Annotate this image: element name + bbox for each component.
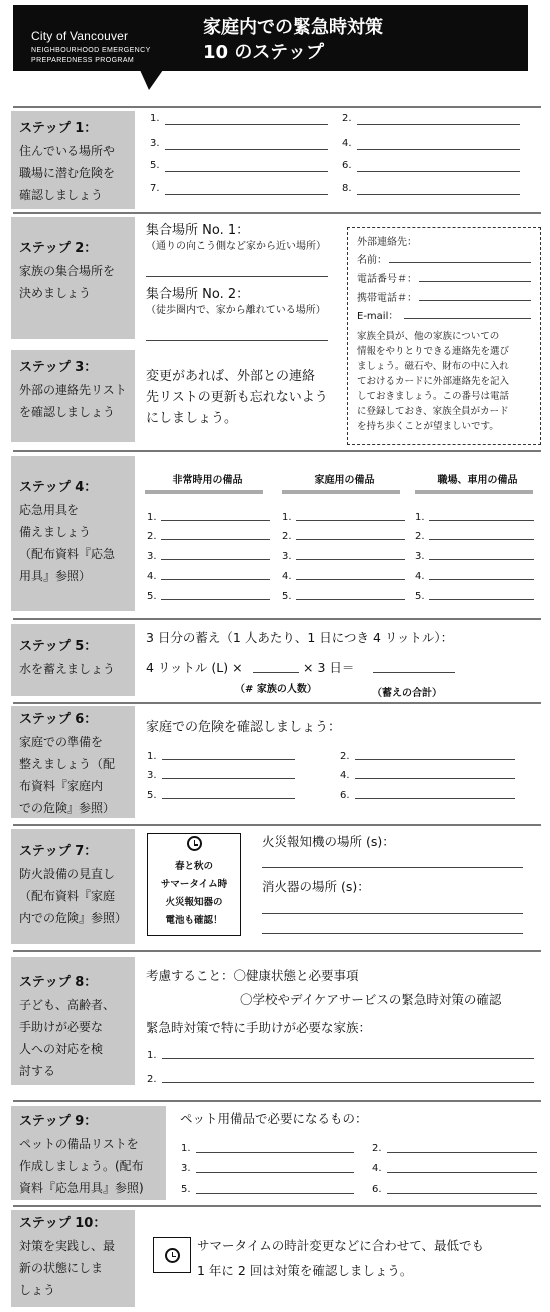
blank-line[interactable] <box>262 867 523 868</box>
column-header: 非常時用の備品 <box>172 475 243 486</box>
step-title: ステップ 3： <box>19 360 98 375</box>
step-desc: ペットの備品リストを <box>19 1137 139 1151</box>
water-rule: 3 日分の蓄え（1 人あたり、1 日につき 4 リットル）： <box>146 630 454 645</box>
blank-line[interactable] <box>162 1058 534 1059</box>
step-desc: 外部の連絡先リスト <box>19 383 127 397</box>
blank-line[interactable] <box>165 194 328 195</box>
blank-line[interactable] <box>355 798 515 799</box>
step-desc: （配布資料『応急 <box>19 547 116 561</box>
step-1-box <box>11 111 135 209</box>
header-bar <box>282 490 400 494</box>
field-num: 2. <box>342 113 352 124</box>
meeting-place-1: 集合場所 No. 1： <box>146 223 250 238</box>
step-desc: での危険』参照） <box>19 801 116 815</box>
step-desc: 整えましょう（配 <box>19 757 116 771</box>
blank-line[interactable] <box>296 599 405 600</box>
clock-icon <box>165 1248 180 1263</box>
speech-tail <box>140 70 163 90</box>
consider-line-2: 〇学校やデイケアサービスの緊急時対策の確認 <box>240 992 502 1007</box>
blank-line[interactable] <box>357 194 520 195</box>
step-7-box <box>11 829 135 944</box>
step-title: ステップ 4： <box>19 480 98 495</box>
blank-line[interactable] <box>419 300 531 301</box>
step-desc: 住んでいる場所や <box>19 144 116 158</box>
step-title: ステップ 10： <box>19 1216 107 1231</box>
blank-line[interactable] <box>165 149 328 150</box>
field-num: 5. <box>150 160 160 171</box>
blank-line[interactable] <box>161 539 270 540</box>
contact-email-label: E-mail： <box>357 311 399 322</box>
field-num: 2. <box>147 1074 157 1085</box>
step-title: ステップ 2： <box>19 241 98 256</box>
step-10-text-1: サマータイムの時計変更などに合わせて、最低でも <box>197 1238 485 1253</box>
step-desc: 子ども、高齢者、 <box>19 998 116 1012</box>
meeting-place-2-note: （徒歩圏内で、家から離れている場所） <box>146 305 326 316</box>
blank-line[interactable] <box>165 124 328 125</box>
step-4-box <box>11 456 135 611</box>
blank-line[interactable] <box>387 1193 537 1194</box>
step-title: ステップ 8： <box>19 975 98 990</box>
total-caption: （蓄えの合計） <box>372 688 442 699</box>
blank-line[interactable] <box>429 559 534 560</box>
meeting-place-2: 集合場所 No. 2： <box>146 287 250 302</box>
step-desc: 職場に潜む危険を <box>19 166 116 180</box>
family-count-caption: （# 家族の人数） <box>235 684 317 695</box>
blank-line[interactable] <box>357 171 520 172</box>
divider <box>13 702 541 704</box>
blank-line[interactable] <box>165 171 328 172</box>
blank-line[interactable] <box>196 1193 354 1194</box>
smoke-alarm-location-label: 火災報知機の場所 (s)： <box>262 834 395 849</box>
blank-line[interactable] <box>162 798 295 799</box>
blank-line[interactable] <box>161 599 270 600</box>
field-num: 6. <box>342 160 352 171</box>
step-desc: 作成しましょう。(配布 <box>19 1159 144 1173</box>
divider <box>13 1100 541 1102</box>
step-desc: 応急用具を <box>19 503 80 517</box>
step-desc: 手助けが必要な <box>19 1020 104 1034</box>
step-2-box <box>11 217 135 339</box>
clock-icon <box>187 836 202 851</box>
blank-line[interactable] <box>162 778 295 779</box>
blank-line[interactable] <box>429 599 534 600</box>
clock-box <box>153 1237 191 1273</box>
family-needs-label: 緊急時対策で特に手助けが必要な家族： <box>146 1020 372 1035</box>
divider <box>13 618 541 620</box>
step-9-text: ペット用備品で必要になるもの： <box>180 1111 368 1126</box>
step-6-text: 家庭での危険を確認しましょう： <box>146 720 342 735</box>
water-formula-b: × 3 日＝ <box>303 660 355 675</box>
step-10-text-2: 1 年に 2 回は対策を確認しましょう。 <box>197 1263 413 1278</box>
water-formula-a: 4 リットル (L) × <box>146 660 243 675</box>
blank-line[interactable] <box>162 1082 534 1083</box>
consider-line-1: 考慮すること：〇健康状態と必要事項 <box>146 968 359 983</box>
blank-line[interactable] <box>196 1152 354 1153</box>
blank-line[interactable] <box>146 276 328 277</box>
step-3-box <box>11 350 135 442</box>
step-desc: 防火設備の見直し <box>19 867 116 881</box>
blank-line[interactable] <box>357 149 520 150</box>
blank-line[interactable] <box>296 579 405 580</box>
field-num: 7. <box>150 183 160 194</box>
divider <box>13 106 541 108</box>
step-desc: 対策を実践し、最 <box>19 1239 116 1253</box>
step-title: ステップ 1： <box>19 121 98 136</box>
blank-line[interactable] <box>387 1152 537 1153</box>
step-desc: 水を蓄えましょう <box>19 662 116 676</box>
blank-line[interactable] <box>296 559 405 560</box>
divider <box>13 950 541 952</box>
field-num: 4. <box>342 138 352 149</box>
blank-line[interactable] <box>429 520 534 521</box>
blank-line[interactable] <box>296 520 405 521</box>
contact-note: 家族全員が、他の家族についての 情報をやりとりできる連絡先を選び ましょう。磁石や、財布の中に入れ ておけるカードに外部連絡先を記入 しておきましょう。この番号は電話 に登録しておき、家族全員がカード を持ち歩くことが望ましいです。 <box>357 331 510 432</box>
step-desc: （配布資料『家庭 <box>19 889 116 903</box>
divider <box>13 212 541 214</box>
field-num: 1. <box>147 1050 157 1061</box>
blank-line[interactable] <box>161 520 270 521</box>
header-banner <box>13 5 528 71</box>
program-name: NEIGHBOURHOOD EMERGENCY PREPAREDNESS PROGRAM <box>31 47 151 64</box>
step-desc: 家庭での準備を <box>19 735 104 749</box>
total-line[interactable] <box>373 672 455 673</box>
divider <box>13 824 541 826</box>
header-bar <box>415 490 533 494</box>
step-6-box <box>11 706 135 818</box>
blank-line[interactable] <box>162 759 295 760</box>
blank-line[interactable] <box>161 579 270 580</box>
page-title: 家庭内での緊急時対策 10 のステップ <box>203 17 383 63</box>
step-3-text: 変更があれば、外部との連絡 先リストの更新も忘れないよう にしましょう。 <box>146 369 328 426</box>
step-desc: 備えましょう <box>19 525 92 539</box>
contact-phone-label: 電話番号＃： <box>357 274 417 285</box>
step-title: ステップ 7： <box>19 844 98 859</box>
alarm-reminder-box: 春と秋の サマータイム時 火災報知器の 電池も確認！ <box>147 833 241 936</box>
step-desc: 資料『応急用具』参照) <box>19 1181 144 1195</box>
header-bar <box>145 490 263 494</box>
step-desc: 布資料『家庭内 <box>19 779 104 793</box>
contact-mobile-label: 携帯電話＃： <box>357 293 417 304</box>
step-title: ステップ 5： <box>19 639 98 654</box>
blank-line[interactable] <box>196 1172 354 1173</box>
blank-line[interactable] <box>419 281 531 282</box>
field-num: 8. <box>342 183 352 194</box>
org-name: City of Vancouver <box>31 29 129 43</box>
blank-line[interactable] <box>262 933 523 934</box>
blank-line[interactable] <box>355 778 515 779</box>
blank-line[interactable] <box>262 913 523 914</box>
step-desc: 決めましょう <box>19 286 92 300</box>
blank-line[interactable] <box>387 1172 537 1173</box>
column-header: 職場、車用の備品 <box>437 475 518 486</box>
blank-line[interactable] <box>146 340 328 341</box>
column-header: 家庭用の備品 <box>314 475 375 486</box>
blank-line[interactable] <box>429 579 534 580</box>
step-desc: 内での危険』参照） <box>19 911 128 925</box>
divider <box>13 1205 541 1207</box>
extinguisher-location-label: 消火器の場所 (s)： <box>262 879 370 894</box>
field-num: 3. <box>150 138 160 149</box>
step-desc: 確認しましょう <box>19 188 104 202</box>
contact-label: 外部連絡先： <box>357 237 417 248</box>
step-title: ステップ 6： <box>19 712 98 727</box>
step-desc: 新の状態にしま <box>19 1261 104 1275</box>
step-title: ステップ 9： <box>19 1114 98 1129</box>
blank-line[interactable] <box>161 559 270 560</box>
step-desc: を確認しましょう <box>19 405 116 419</box>
divider <box>13 450 541 452</box>
step-5-box <box>11 624 135 696</box>
step-desc: 人への対応を検 <box>19 1042 104 1056</box>
step-9-box <box>11 1106 166 1200</box>
blank-line[interactable] <box>389 262 531 263</box>
blank-line[interactable] <box>296 539 405 540</box>
step-desc: しょう <box>19 1283 56 1297</box>
blank-line[interactable] <box>404 318 531 319</box>
meeting-place-1-note: （通りの向こう側など家から近い場所） <box>146 241 326 252</box>
step-desc: 用具』参照） <box>19 569 92 583</box>
step-desc: 家族の集合場所を <box>19 264 116 278</box>
blank-line[interactable] <box>429 539 534 540</box>
step-10-box <box>11 1210 135 1307</box>
step-desc: 討する <box>19 1064 56 1078</box>
step-8-box <box>11 957 135 1085</box>
family-count-line[interactable] <box>253 672 299 673</box>
contact-name-label: 名前： <box>357 255 387 266</box>
blank-line[interactable] <box>357 124 520 125</box>
field-num: 1. <box>150 113 160 124</box>
blank-line[interactable] <box>355 759 515 760</box>
